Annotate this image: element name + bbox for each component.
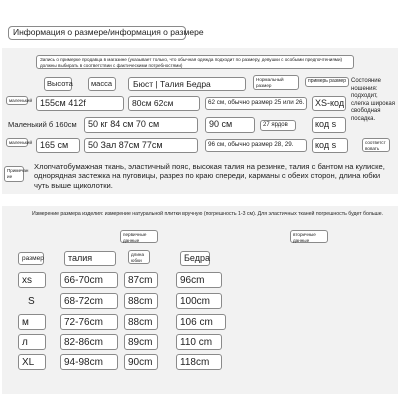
primary-data-label: первичные данные <box>120 230 158 243</box>
header-waist: талия <box>64 251 116 266</box>
size-xs: xs <box>18 272 46 288</box>
waist-xs: 66-70cm <box>60 272 118 288</box>
secondary-data-label: вторичные данные <box>290 230 328 243</box>
length-m: 88cm <box>124 314 158 330</box>
hip-s: 100cm <box>176 293 222 309</box>
header-trial-size: примерь размер <box>305 77 349 87</box>
header-skirt-length: длина юбки <box>128 250 150 264</box>
header-size: размер <box>18 252 44 265</box>
hip-xl: 118cm <box>176 354 222 370</box>
row2-measures: 90 см <box>205 117 255 133</box>
row2-weight-measures: 50 кг 84 см 70 см <box>84 117 198 133</box>
row3-state: соответст вовать <box>362 138 390 152</box>
row3-height: 165 см <box>36 138 80 153</box>
row1-size-code: XS-код <box>312 96 346 111</box>
row1-height: 155см 412f <box>36 96 124 111</box>
page-title: Информация о размере/информация о размере <box>8 26 186 40</box>
fitting-note: Запись о примерке продавца в магазине (указывает только, что обычная одежда подходит по размеру, девушки с особыми предпочтениями) должны выбирать в соответствии с фактическими потребностями) <box>36 55 354 69</box>
row2-label: Маленький б 160см <box>8 120 77 129</box>
waist-s: 68-72cm <box>60 293 118 309</box>
header-normal-size: Нормальный размер <box>253 75 299 90</box>
row1-measures: 80см 62см <box>128 96 200 111</box>
measurement-note: Измерение размера изделия: измерение натуральной плитки вручную (погрешность 1-3 см). Для эластичных тканей погрешность будет больше. <box>32 211 384 217</box>
header-height: Высота <box>44 77 72 91</box>
hip-xs: 96cm <box>176 272 222 288</box>
length-s: 88cm <box>124 293 158 309</box>
row1-normal-size: 62 см, обычно размер 25 или 26. <box>205 97 307 110</box>
length-l: 89cm <box>124 334 158 350</box>
row3-normal-size: 96 см, обычно размер 28, 29. <box>205 139 307 152</box>
row3-weight-measures: 50 Зал 87см 77см <box>84 138 198 153</box>
row2-size-code: код s <box>312 117 346 133</box>
hip-l: 110 cm <box>176 334 222 350</box>
remark-label: Примечан ие <box>4 166 24 182</box>
size-l: л <box>18 334 46 350</box>
header-wearing-state: Состояние ношения: подходит, слегка широкая свободная посадка. <box>351 78 395 122</box>
waist-m: 72-76cm <box>60 314 118 330</box>
header-weight: масса <box>88 77 116 91</box>
waist-l: 82-86cm <box>60 334 118 350</box>
row2-normal-size: 27 ярдов <box>260 120 296 131</box>
length-xl: 90cm <box>124 354 158 370</box>
row3-label: маленький <box>6 138 28 147</box>
header-bust-waist-hip: Бюст | Талия Бедра <box>128 77 246 91</box>
header-hip: Бедра <box>180 251 210 266</box>
waist-xl: 94-98cm <box>60 354 118 370</box>
row1-label: маленький <box>6 96 28 105</box>
size-s: S <box>28 296 35 307</box>
remark-text: Хлопчатобумажная ткань, эластичный пояс, высокая талия на резинке, талия с бантом на кулиске, однорядная застежка на пуговицы, разрез по краю спереди, карманы с обеих сторон, длина юбки чуть выше щиколотки. <box>34 162 385 190</box>
size-xl: XL <box>18 354 46 370</box>
size-m: м <box>18 314 46 330</box>
length-xs: 87cm <box>124 272 158 288</box>
row3-size-code: код s <box>312 138 348 153</box>
hip-m: 106 cm <box>176 314 226 330</box>
